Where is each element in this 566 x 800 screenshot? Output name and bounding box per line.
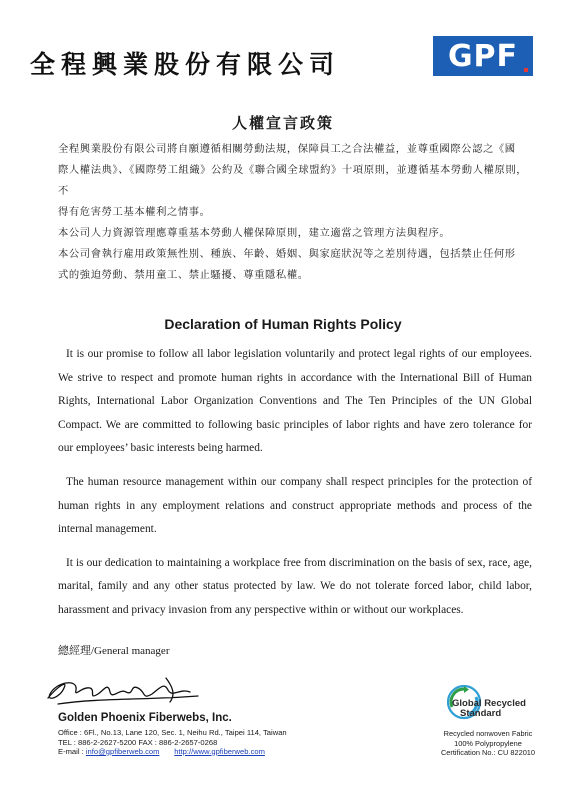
chinese-line: 式的強迫勞動、禁用童工、禁止騷擾、尊重隱私權。 bbox=[58, 269, 309, 281]
chinese-line: 得有危害勞工基本權利之情事。 bbox=[58, 206, 211, 218]
logo-dot bbox=[524, 68, 528, 72]
chinese-line: 本公司會執行雇用政策無性別、種族、年齡、婚姻、與家庭狀況等之差別待遇，包括禁止任何形 bbox=[58, 248, 516, 260]
grs-title-line1: Global Recycled bbox=[452, 698, 526, 709]
english-body bbox=[58, 343, 532, 633]
english-paragraph: It is our dedication to maintaining a workplace free from discrimination on the basis of sex, race, age, marital, family and any other status protected by law. We do not tolerate forced labor, child labor, harassment and privacy invasion from any perspective within or without our workplaces. bbox=[58, 556, 532, 616]
chinese-body bbox=[58, 139, 538, 286]
policy-title-chinese: 人權宣言政策 bbox=[231, 114, 334, 132]
signature-image bbox=[38, 668, 208, 712]
policy-title-english: Declaration of Human Rights Policy bbox=[164, 316, 402, 332]
website-link[interactable]: http://www.gpfiberweb.com bbox=[174, 747, 265, 756]
cert-material: 100% Polypropylene bbox=[454, 738, 522, 748]
certification-info bbox=[428, 729, 548, 758]
grs-title-line2: Standard bbox=[460, 708, 502, 719]
contact-info bbox=[58, 728, 318, 757]
english-paragraph: It is our promise to follow all labor legislation voluntarily and protect legal rights of our employees. We strive to respect and promote human rights in accordance with the International Bill of Human Rights, International Labor Organization Conventions and The Ten Principles of the UN Global Compact. We are committed to following basic principles of labor rights and have zero tolerance for our employees’ basic interests being harmed. bbox=[58, 348, 532, 455]
general-manager-label: 總經理/General manager bbox=[58, 645, 170, 657]
english-paragraph: The human resource management within our company shall respect principles for the protection of human rights in any employment relations and construct appropriate methods and process of the internal management. bbox=[58, 475, 532, 536]
grs-title bbox=[452, 699, 536, 719]
chinese-line: 全程興業股份有限公司將自願遵循相關勞動法規，保障員工之合法權益，並尊重國際公認之《國 bbox=[58, 143, 516, 155]
gpf-logo-text: GPF bbox=[447, 38, 519, 74]
gpf-logo bbox=[433, 36, 533, 76]
email-label: E-mail : bbox=[58, 747, 86, 756]
email-website-row bbox=[58, 747, 318, 757]
tel-fax: TEL : 886-2-2627-5200 FAX : 886-2-2657-0268 bbox=[58, 737, 218, 747]
email-link[interactable]: info@gpfiberweb.com bbox=[85, 747, 160, 756]
cert-fabric: Recycled nonwoven Fabric bbox=[443, 729, 533, 738]
chinese-line: 本公司人力資源管理應尊重基本勞動人權保障原則，建立適當之管理方法與程序。 bbox=[58, 227, 451, 239]
cert-number: Certification No.: CU 822010 bbox=[440, 748, 536, 757]
chinese-line: 際人權法典》、《國際勞工組織》公約及《聯合國全球盟約》十項原則，並遵循基本勞動人權原則，不 bbox=[58, 164, 528, 197]
company-name-english: Golden Phoenix Fiberwebs, Inc. bbox=[58, 712, 232, 724]
office-address: Office : 6Fl., No.13, Lane 120, Sec. 1, Neihu Rd., Taipei 114, Taiwan bbox=[58, 728, 287, 737]
company-name-chinese: 全程興業股份有限公司 bbox=[30, 50, 341, 79]
